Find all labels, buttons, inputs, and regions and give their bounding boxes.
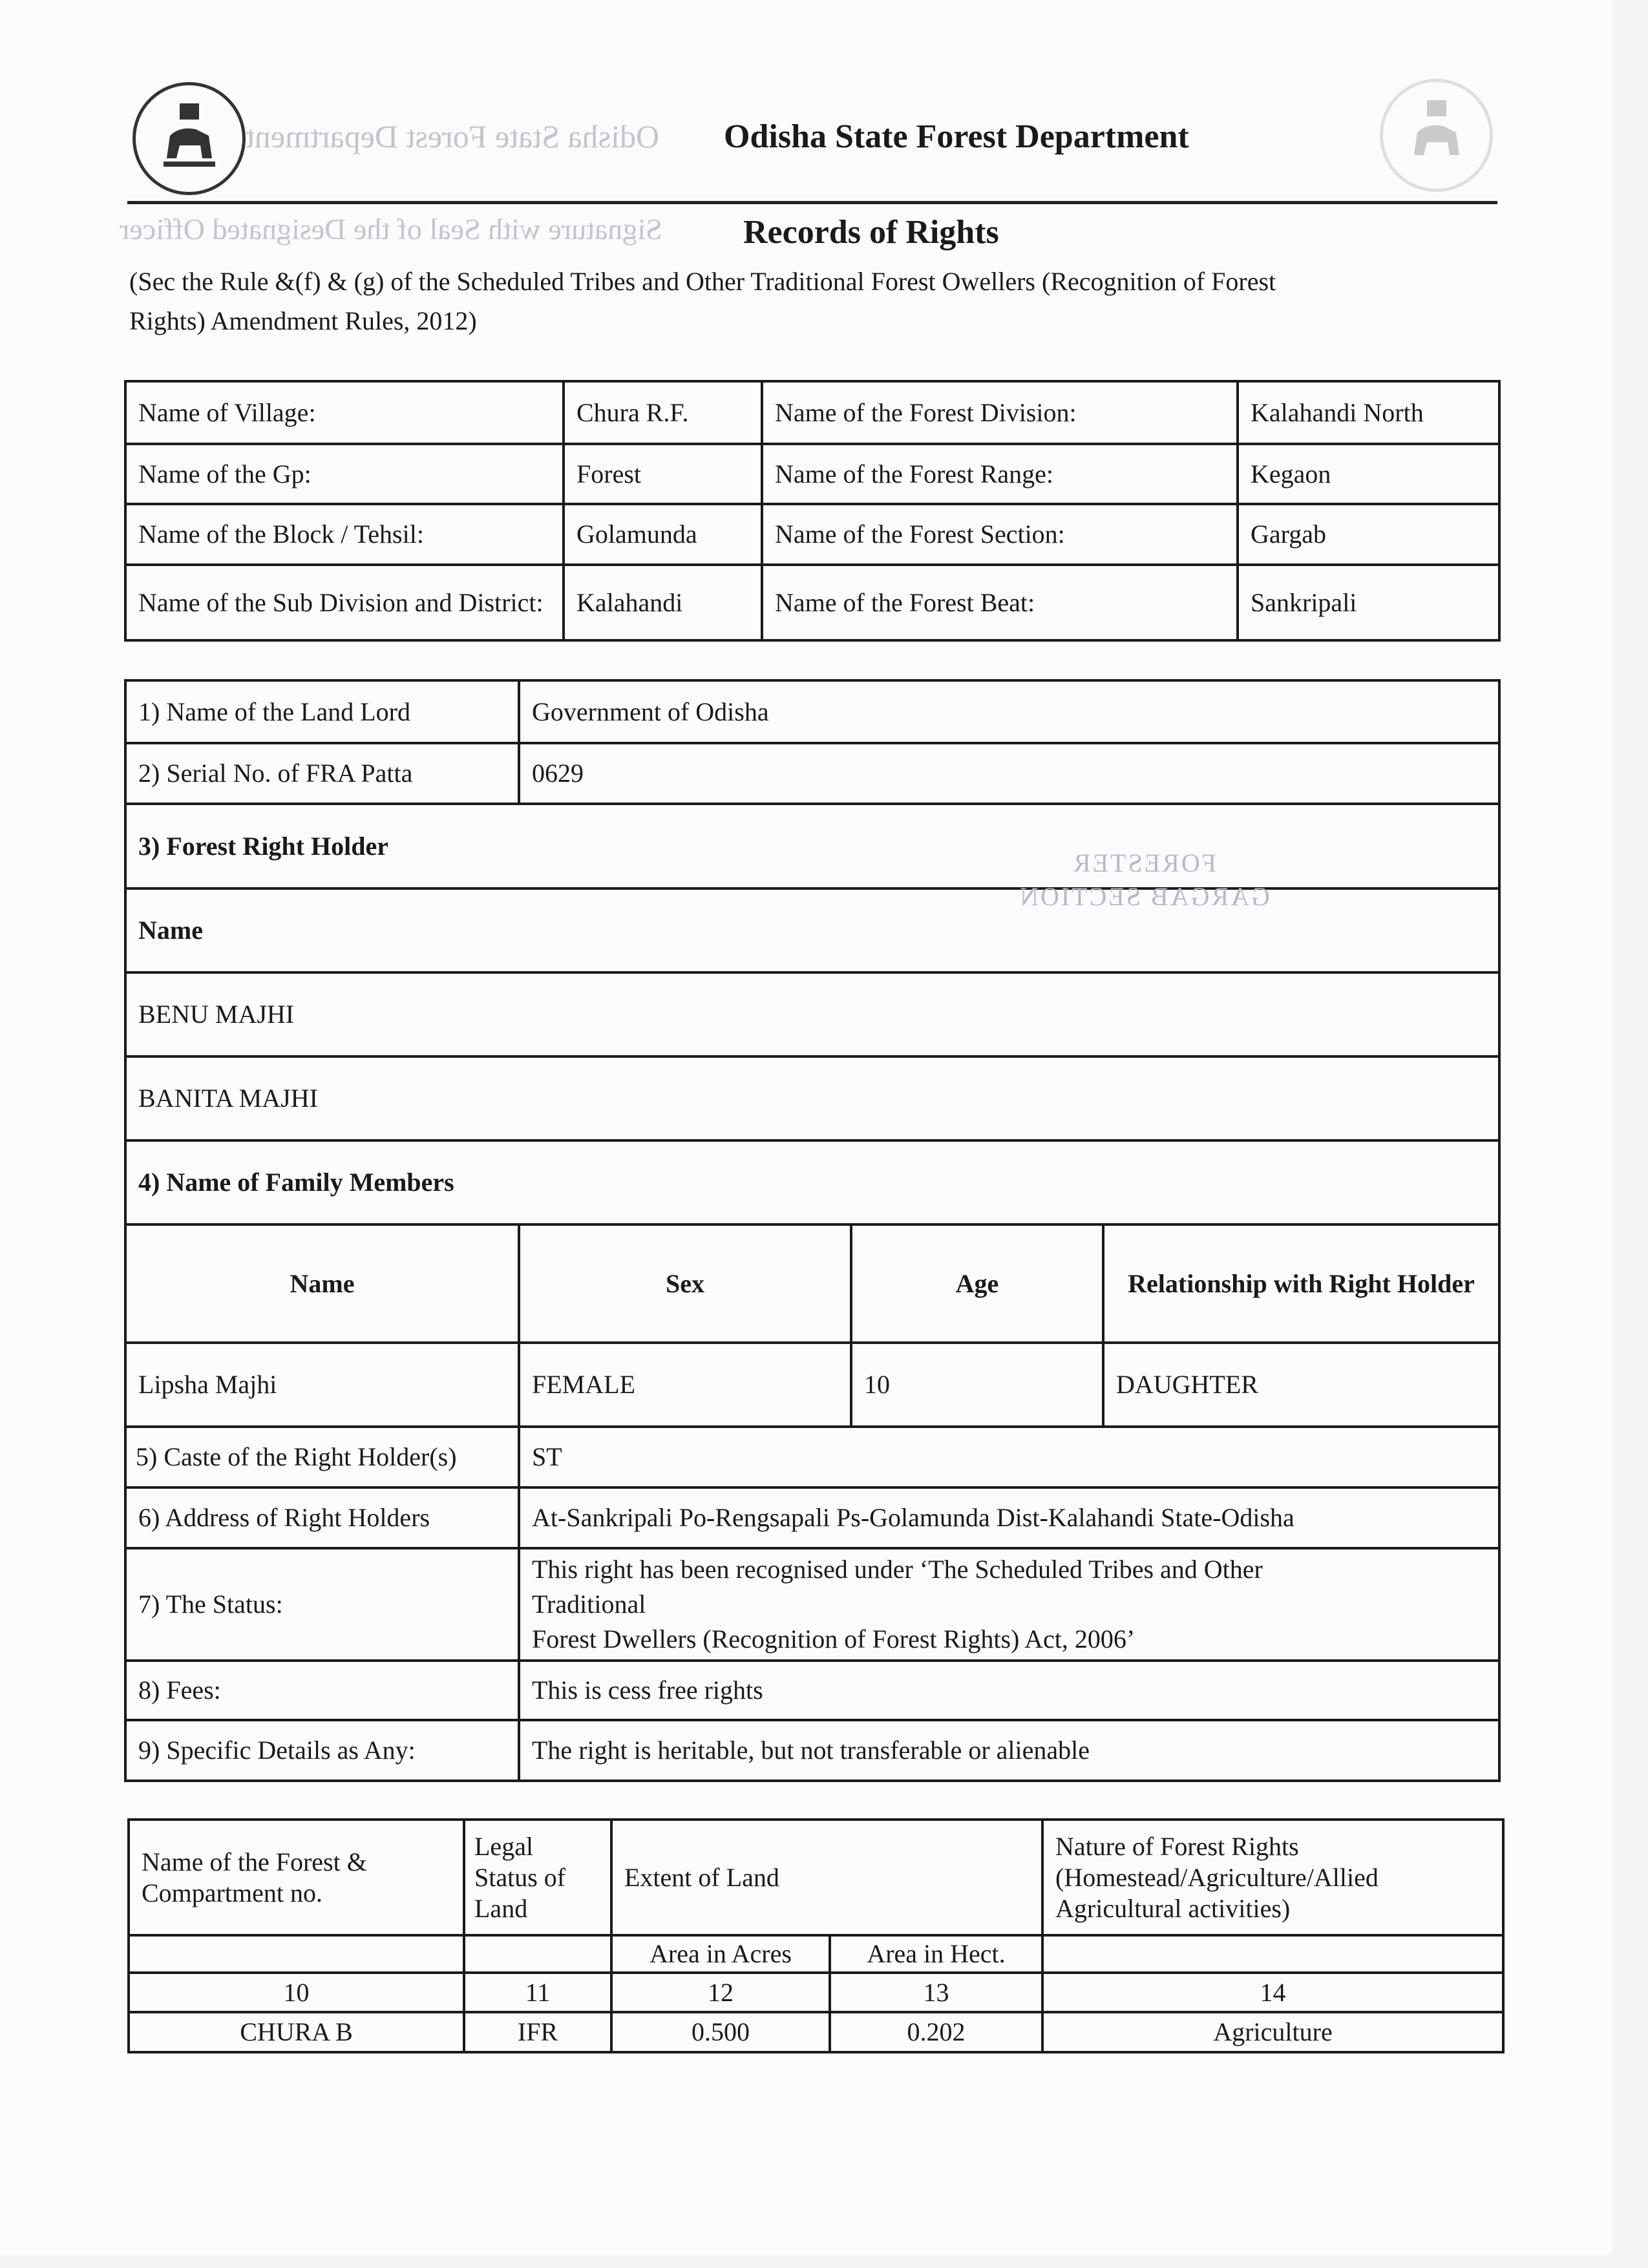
- serial-label: 2) Serial No. of FRA Patta: [125, 743, 519, 804]
- details-label: 9) Specific Details as Any:: [125, 1720, 519, 1781]
- table-row: [129, 1820, 1503, 1935]
- col-number: 10: [129, 1973, 464, 2012]
- family-member-relationship: DAUGHTER: [1103, 1343, 1499, 1427]
- forester-stamp: [1008, 846, 1280, 914]
- family-member-sex: FEMALE: [519, 1343, 851, 1427]
- land-lord-label: 1) Name of the Land Lord: [125, 680, 519, 743]
- ghost-title-bleedthrough: Odisha State Forest Department: [246, 118, 660, 154]
- table-row: [129, 1973, 1503, 2012]
- col-number: 11: [464, 1973, 611, 2012]
- col-forest-compartment: Name of the Forest & Compartment no.: [129, 1820, 464, 1935]
- serial-value: 0629: [519, 743, 1499, 804]
- table-row: [125, 1140, 1499, 1224]
- nature-value: Agriculture: [1042, 2012, 1503, 2052]
- table-row: [125, 743, 1499, 804]
- table-row: [125, 1224, 1499, 1343]
- land-lord-value: Government of Odisha: [519, 680, 1499, 743]
- family-member-age: 10: [851, 1343, 1103, 1427]
- status-label: 7) The Status:: [125, 1548, 519, 1661]
- table-row: [125, 565, 1499, 640]
- caste-value: ST: [519, 1427, 1499, 1487]
- family-member-name: Lipsha Majhi: [125, 1343, 519, 1427]
- table-row: [125, 1427, 1499, 1487]
- forest-range-value: Kegaon: [1238, 444, 1499, 504]
- stamp-line: FORESTER: [1071, 848, 1217, 877]
- table-row: [125, 444, 1499, 504]
- holder-heading: 3) Forest Right Holder: [125, 804, 1499, 888]
- elephant-emblem-icon: [154, 100, 225, 178]
- col-nature-of-rights: Nature of Forest Rights (Homestead/Agriculture/Allied Agricultural activities): [1042, 1820, 1503, 1935]
- forest-division-value: Kalahandi North: [1238, 381, 1499, 444]
- col-extent-of-land: Extent of Land: [611, 1820, 1042, 1935]
- subtitle-line-2: Rights) Amendment Rules, 2012): [129, 306, 477, 335]
- family-col-sex: Sex: [519, 1224, 851, 1343]
- empty-cell: [129, 1935, 464, 1973]
- family-col-age: Age: [851, 1224, 1103, 1343]
- col-number: 13: [830, 1973, 1042, 2012]
- table-row: [125, 1548, 1499, 1661]
- table-row: [125, 1661, 1499, 1720]
- holder-name: BANITA MAJHI: [125, 1056, 1499, 1140]
- table-row: [125, 972, 1499, 1056]
- table-row: [125, 804, 1499, 888]
- gp-label: Name of the Gp:: [125, 444, 564, 504]
- status-line: Forest Dwellers (Recognition of Forest Rights) Act, 2006’: [532, 1624, 1136, 1654]
- table-row: [125, 1343, 1499, 1427]
- family-col-relationship: Relationship with Right Holder: [1103, 1224, 1499, 1343]
- col-area-acres: Area in Acres: [611, 1935, 830, 1973]
- land-table: [127, 1818, 1505, 2053]
- table-row: [125, 504, 1499, 565]
- table-row: [125, 680, 1499, 743]
- village-value: Chura R.F.: [564, 381, 762, 444]
- elephant-emblem-icon: [1401, 97, 1472, 174]
- empty-cell: [1042, 1935, 1503, 1973]
- gp-value: Forest: [564, 444, 762, 504]
- table-row: [125, 1487, 1499, 1548]
- legal-status-value: IFR: [464, 2012, 611, 2052]
- department-title: Odisha State Forest Department: [724, 118, 1189, 155]
- block-label: Name of the Block / Tehsil:: [125, 504, 564, 565]
- area-hect-value: 0.202: [830, 2012, 1042, 2052]
- village-label: Name of Village:: [125, 381, 564, 444]
- subdivision-label: Name of the Sub Division and District:: [125, 565, 564, 640]
- odisha-emblem-watermark: [1380, 79, 1493, 192]
- col-legal-status: Legal Status of Land: [464, 1820, 611, 1935]
- table-row: [125, 1720, 1499, 1781]
- holder-name: BENU MAJHI: [125, 972, 1499, 1056]
- col-number: 12: [611, 1973, 830, 2012]
- ghost-signature-bleedthrough: Signature with Seal of the Designated Officer: [120, 213, 662, 246]
- forest-range-label: Name of the Forest Range:: [762, 444, 1238, 504]
- name-heading: Name: [125, 888, 1499, 972]
- table-row: [125, 1056, 1499, 1140]
- address-label: 6) Address of Right Holders: [125, 1487, 519, 1548]
- fees-label: 8) Fees:: [125, 1661, 519, 1720]
- location-table: [124, 380, 1501, 642]
- table-row: [125, 381, 1499, 444]
- document-title: Records of Rights: [743, 214, 999, 251]
- forest-section-value: Gargab: [1238, 504, 1499, 565]
- table-row: [129, 1935, 1503, 1973]
- empty-cell: [464, 1935, 611, 1973]
- status-line: This right has been recognised under ‘The Scheduled Tribes and Other: [532, 1555, 1263, 1584]
- forest-name-value: CHURA B: [129, 2012, 464, 2052]
- table-row: [125, 888, 1499, 972]
- family-col-name: Name: [125, 1224, 519, 1343]
- details-value: The right is heritable, but not transferable or alienable: [519, 1720, 1499, 1781]
- block-value: Golamunda: [564, 504, 762, 565]
- family-heading: 4) Name of Family Members: [125, 1140, 1499, 1224]
- forest-division-label: Name of the Forest Division:: [762, 381, 1238, 444]
- forest-beat-value: Sankripali: [1238, 565, 1499, 640]
- stamp-line: GARGAB SECTION: [1018, 882, 1270, 911]
- subdivision-value: Kalahandi: [564, 565, 762, 640]
- area-acres-value: 0.500: [611, 2012, 830, 2052]
- table-row: [129, 2012, 1503, 2052]
- record-table: [124, 679, 1501, 1782]
- fees-value: This is cess free rights: [519, 1661, 1499, 1720]
- status-value: [519, 1548, 1499, 1661]
- header-divider: [127, 201, 1497, 204]
- col-area-hect: Area in Hect.: [830, 1935, 1042, 1973]
- forest-beat-label: Name of the Forest Beat:: [762, 565, 1238, 640]
- caste-label: 5) Caste of the Right Holder(s): [125, 1427, 519, 1487]
- odisha-emblem-logo: [132, 82, 246, 195]
- subtitle-line-1: (Sec the Rule &(f) & (g) of the Scheduled Tribes and Other Traditional Forest Owellers (Recognition of Forest: [129, 267, 1276, 296]
- forest-section-label: Name of the Forest Section:: [762, 504, 1238, 565]
- col-number: 14: [1042, 1973, 1503, 2012]
- address-value: At-Sankripali Po-Rengsapali Ps-Golamunda Dist-Kalahandi State-Odisha: [519, 1487, 1499, 1548]
- status-line: Traditional: [532, 1590, 646, 1619]
